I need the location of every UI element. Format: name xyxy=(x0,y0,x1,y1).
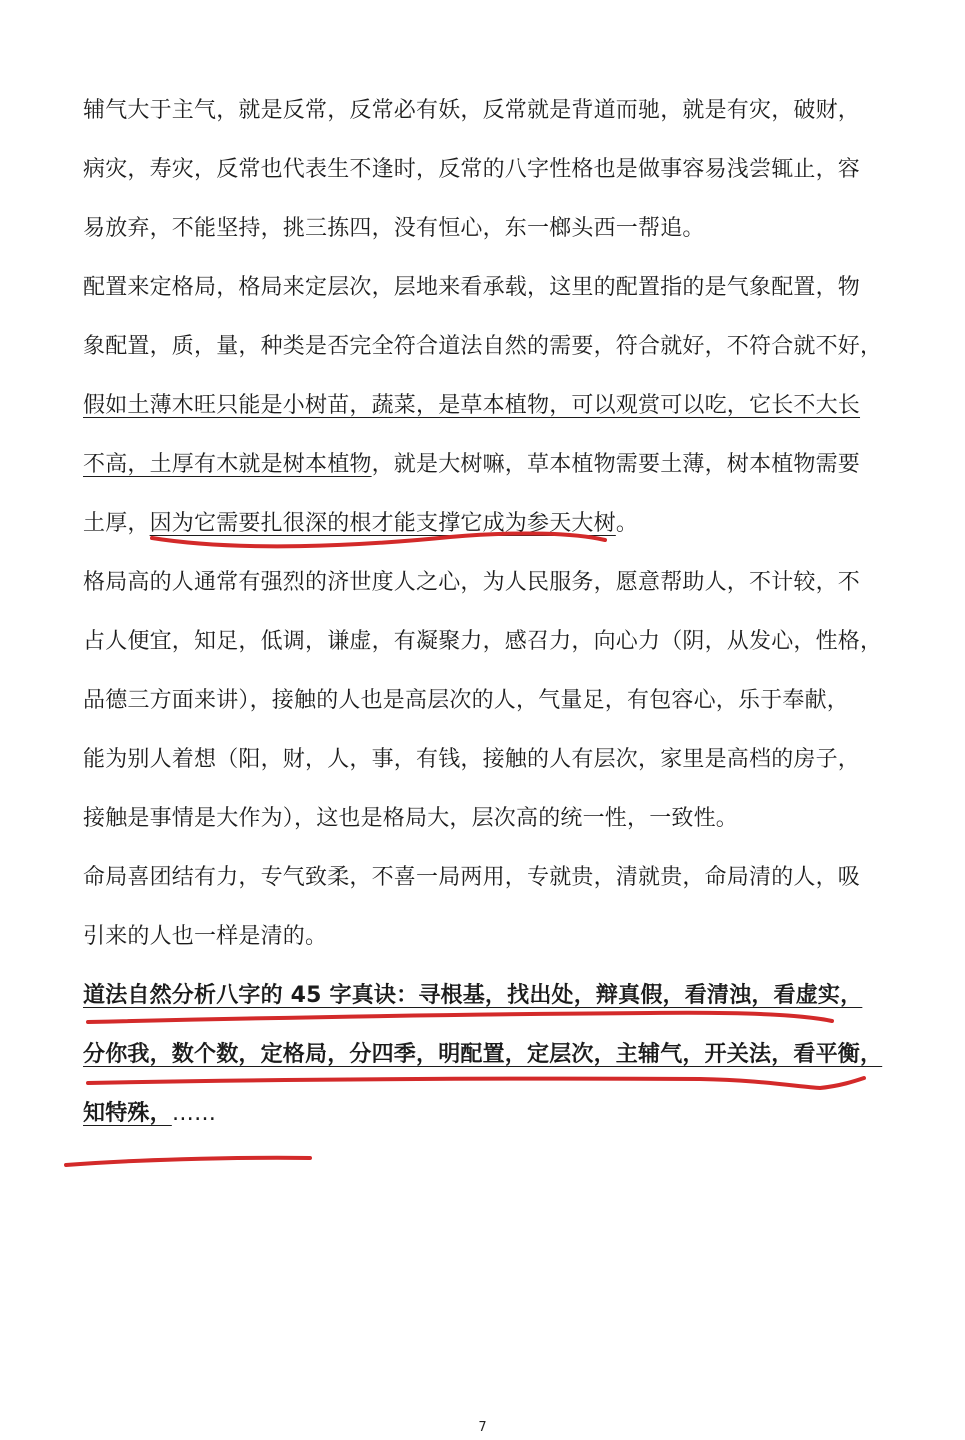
underlined-phrase-deep-roots: 因为它需要扎很深的根才能支撑它成为参天大树 xyxy=(149,511,616,536)
paragraph-3-line-1: 格局高的人通常有强烈的济世度人之心，为人民服务，愿意帮助人，不计较，不 xyxy=(83,570,861,595)
paragraph-4-line-1: 命局喜团结有力，专气致柔，不喜一局两用，专就贵，清就贵，命局清的人，吸 xyxy=(83,865,861,890)
paragraph-2-line-4-rest: ，就是大树嘛，草本植物需要土薄，树本植物需要 xyxy=(371,452,861,477)
paragraph-4-line-2: 引来的人也一样是清的。 xyxy=(83,924,328,949)
paragraph-5-line-3 xyxy=(83,1099,883,1129)
paragraph-2-line-5 xyxy=(83,509,883,539)
paragraph-5-line-3-ellipsis: …… xyxy=(171,1101,217,1126)
paragraph-1-line-3: 易放弃，不能坚持，挑三拣四，没有恒心，东一榔头西一帮追。 xyxy=(83,216,705,241)
paragraph-5-line-2: 分你我，数个数，定格局，分四季，明配置，定层次，主辅气，开关法，看平衡， xyxy=(83,1042,883,1067)
paragraph-2-line-5-end: 。 xyxy=(615,511,639,536)
paragraph-2-line-3: 假如土薄木旺只能是小树苗，蔬菜，是草本植物，可以观赏可以吃，它长不大长 xyxy=(83,393,861,418)
paragraph-3-line-4: 能为别人着想（阳，财，人，事，有钱，接触的人有层次，家里是高档的房子， xyxy=(83,747,861,772)
underlined-phrase-thick-soil: 不高，土厚有木就是树本植物 xyxy=(83,452,372,477)
paragraph-2-line-1: 配置来定格局，格局来定层次，层地来看承载，这里的配置指的是气象配置，物 xyxy=(83,275,861,300)
red-pen-underline-mantra-line-1 xyxy=(88,1013,832,1022)
paragraph-3-line-5: 接触是事情是大作为），这也是格局大，层次高的统一性，一致性。 xyxy=(83,806,739,831)
red-pen-underline-mantra-line-2 xyxy=(88,1078,864,1088)
paragraph-5-line-3-bold: 知特殊， xyxy=(83,1101,172,1126)
paragraph-1-line-2: 病灾，寿灾，反常也代表生不逢时，反常的八字性格也是做事容易浅尝辄止，容 xyxy=(83,157,861,182)
paragraph-2-line-2: 象配置，质，量，种类是否完全符合道法自然的需要，符合就好，不符合就不好， xyxy=(83,334,883,359)
paragraph-3-line-3: 品德三方面来讲），接触的人也是高层次的人，气量足，有包容心，乐于奉献， xyxy=(83,688,850,713)
paragraph-2-line-4 xyxy=(83,450,883,480)
paragraph-2-line-5-start: 土厚， xyxy=(83,511,150,536)
red-pen-underline-mantra-line-3 xyxy=(66,1158,310,1165)
paragraph-5-line-1: 道法自然分析八字的 45 字真诀：寻根基，找出处，辩真假，看清浊，看虚实， xyxy=(83,983,863,1008)
page-number: 7 xyxy=(478,1420,487,1435)
paragraph-1-line-1: 辅气大于主气，就是反常，反常必有妖，反常就是背道而驰，就是有灾，破财， xyxy=(83,98,861,123)
paragraph-3-line-2: 占人便宜，知足，低调，谦虚，有凝聚力，感召力，向心力（阴，从发心，性格， xyxy=(83,629,883,654)
